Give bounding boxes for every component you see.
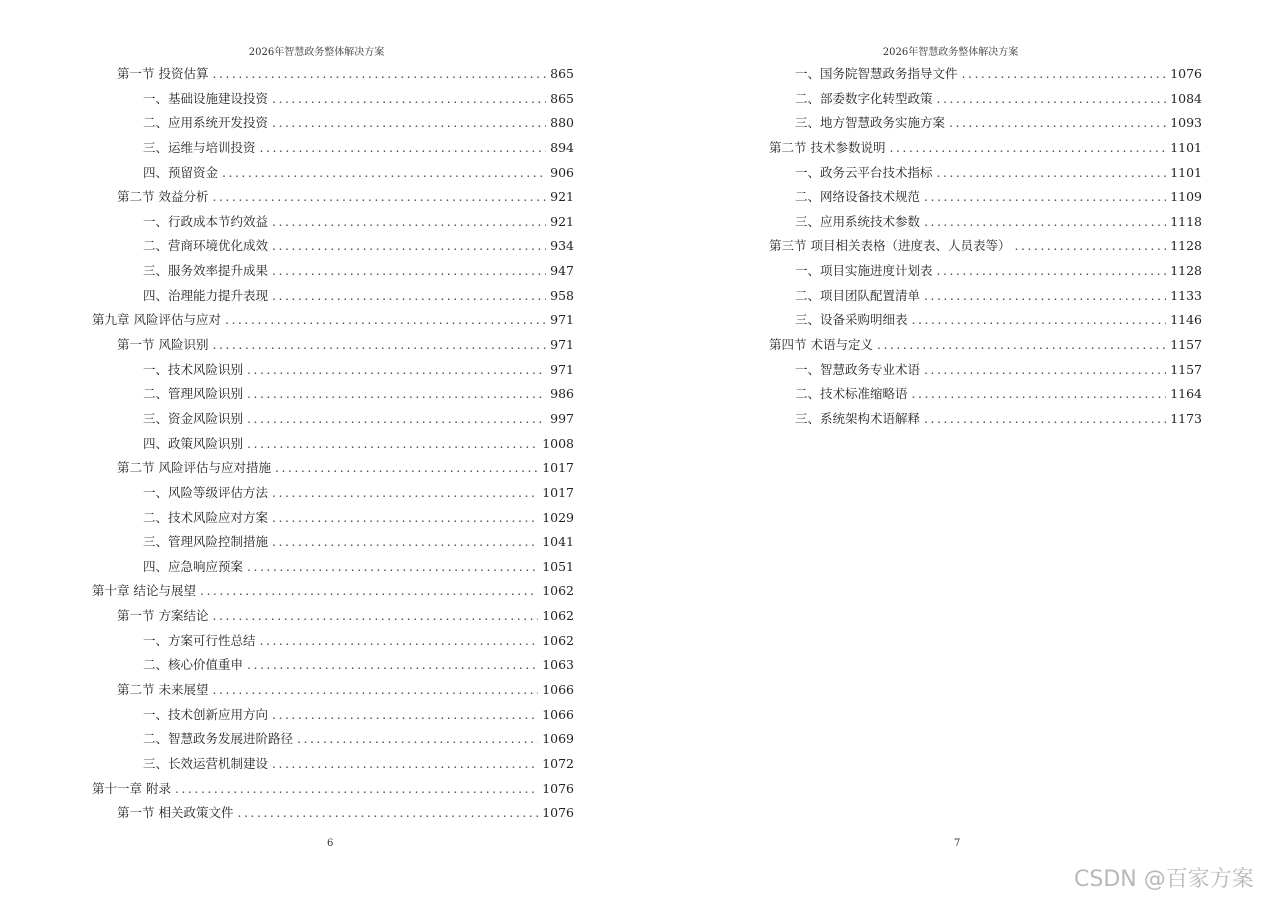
toc-leader-dots (937, 259, 1167, 284)
toc-entry[interactable] (744, 234, 1202, 259)
toc-leader-dots (937, 87, 1167, 112)
watermark: CSDN @百家方案 (1074, 867, 1254, 892)
toc-entry[interactable] (744, 161, 1202, 186)
toc-leader-dots (225, 308, 546, 333)
toc-entry-title: 二、应用系统开发投资 (143, 115, 269, 131)
toc-entry-page: 1157 (1170, 361, 1202, 377)
toc-entry-title: 二、网络设备技术规范 (795, 189, 921, 205)
toc-entry-page: 1101 (1170, 139, 1202, 155)
toc-entry-page: 971 (550, 337, 574, 353)
toc-entry[interactable] (744, 111, 1202, 136)
toc-entry-page: 934 (550, 238, 574, 254)
toc-entry-title: 三、地方智慧政务实施方案 (795, 115, 946, 131)
toc-leader-dots (877, 333, 1166, 358)
toc-entry-title: 一、智慧政务专业术语 (795, 361, 921, 377)
toc-entry-page: 1008 (542, 435, 574, 451)
toc-entry[interactable] (92, 284, 574, 309)
toc-entry[interactable] (744, 333, 1202, 358)
toc-leader-dots (260, 136, 547, 161)
toc-entry-page: 1062 (542, 583, 574, 599)
toc-entry-title: 四、预留资金 (143, 164, 219, 180)
toc-leader-dots (297, 727, 538, 752)
toc-entry-page: 986 (550, 386, 574, 402)
toc-leader-dots (272, 506, 538, 531)
toc-leader-dots (272, 111, 546, 136)
toc-entry[interactable] (744, 308, 1202, 333)
toc-leader-dots (212, 604, 538, 629)
toc-entry-page: 894 (550, 139, 574, 155)
toc-entry-title: 一、项目实施进度计划表 (795, 263, 933, 279)
toc-entry-title: 一、技术风险识别 (143, 361, 244, 377)
toc-entry[interactable] (92, 308, 574, 333)
toc-entry-page: 906 (550, 164, 574, 180)
toc-entry-page: 1076 (1170, 66, 1202, 81)
toc-entry-title: 二、管理风险识别 (143, 386, 244, 402)
toc-entry[interactable] (92, 210, 574, 235)
toc-entry-title: 二、核心价值重申 (143, 657, 244, 673)
toc-entry-title: 一、技术创新应用方向 (143, 706, 269, 722)
toc-entry-title: 二、智慧政务发展进阶路径 (143, 731, 294, 747)
page-number: 6 (327, 838, 334, 849)
toc-entry[interactable] (92, 629, 574, 654)
toc-entry-title: 三、系统架构术语解释 (795, 410, 921, 426)
toc-entry[interactable] (92, 604, 574, 629)
toc-entry-title: 一、政务云平台技术指标 (795, 164, 933, 180)
toc-entry-title: 一、行政成本节约效益 (143, 213, 269, 229)
toc-entry-page: 1063 (542, 657, 574, 673)
toc-entry[interactable] (744, 358, 1202, 383)
toc-entry[interactable] (92, 62, 574, 87)
toc-entry[interactable] (92, 555, 574, 580)
toc-leader-dots (912, 382, 1167, 407)
toc-leader-dots (912, 308, 1167, 333)
toc-entry-page: 1118 (1170, 213, 1202, 229)
toc-entry[interactable] (92, 727, 574, 752)
toc-entry[interactable] (744, 62, 1202, 87)
toc-entry-page: 1066 (542, 682, 574, 698)
toc-leader-dots (889, 136, 1166, 161)
toc-entry-title: 四、政策风险识别 (143, 435, 244, 451)
toc-entry-page: 971 (550, 312, 574, 328)
toc-entry-page: 865 (550, 90, 574, 106)
toc-leader-dots (272, 234, 546, 259)
toc-leader-dots (924, 185, 1166, 210)
toc-leader-dots (924, 210, 1166, 235)
toc-entry-title: 第十一章 附录 (92, 780, 171, 796)
toc-entry-page: 880 (550, 115, 574, 131)
toc-entry-title: 第二节 效益分析 (117, 189, 209, 205)
toc-leader-dots (272, 259, 546, 284)
toc-entry-page: 1017 (542, 460, 574, 476)
toc-entry[interactable] (92, 506, 574, 531)
toc-entry[interactable] (92, 87, 574, 112)
toc-entry-page: 1029 (542, 509, 574, 525)
toc-entry-title: 二、营商环境优化成效 (143, 238, 269, 254)
page-header: 2026年智慧政务整体解决方案 (248, 47, 385, 58)
toc-entry-title: 三、资金风险识别 (143, 410, 244, 426)
toc-entry[interactable] (92, 111, 574, 136)
toc-leader-dots (924, 407, 1166, 432)
toc-entry[interactable] (92, 777, 574, 802)
toc-entry-page: 958 (550, 287, 574, 303)
toc-entry-page: 971 (550, 361, 574, 377)
toc-leader-dots (247, 382, 546, 407)
toc-entry[interactable] (92, 579, 574, 604)
toc-leader-dots (247, 358, 546, 383)
toc-entry-title: 第一节 方案结论 (117, 608, 209, 624)
toc-leader-dots (175, 777, 538, 802)
toc-leader-dots (924, 358, 1166, 383)
toc-entry-page: 1128 (1170, 238, 1202, 254)
toc-entry-page: 1128 (1170, 263, 1202, 279)
toc-entry-page: 1051 (542, 558, 574, 574)
toc-entry-title: 一、方案可行性总结 (143, 632, 256, 648)
toc-entry-title: 第三节 项目相关表格（进度表、人员表等） (769, 238, 1011, 254)
toc-leader-dots (272, 752, 538, 777)
toc-leader-dots (272, 284, 546, 309)
toc-leader-dots (275, 456, 538, 481)
toc-list (744, 62, 1202, 432)
toc-entry-page: 1146 (1170, 312, 1202, 328)
toc-entry[interactable] (92, 407, 574, 432)
toc-leader-dots (949, 111, 1166, 136)
toc-entry-title: 第十章 结论与展望 (92, 583, 196, 599)
toc-leader-dots (272, 210, 546, 235)
toc-entry-page: 1069 (542, 731, 574, 747)
toc-entry-title: 四、应急响应预案 (143, 558, 244, 574)
toc-entry-title: 三、管理风险控制措施 (143, 534, 269, 550)
toc-entry[interactable] (744, 407, 1202, 432)
toc-entry-title: 三、应用系统技术参数 (795, 213, 921, 229)
page-number: 7 (954, 838, 961, 849)
toc-leader-dots (247, 407, 546, 432)
toc-entry-title: 三、长效运营机制建设 (143, 755, 269, 771)
toc-list (92, 62, 574, 826)
toc-entry[interactable] (92, 382, 574, 407)
toc-entry[interactable] (92, 161, 574, 186)
toc-entry[interactable] (92, 653, 574, 678)
toc-entry[interactable] (744, 382, 1202, 407)
toc-entry[interactable] (92, 678, 574, 703)
toc-entry-title: 四、治理能力提升表现 (143, 287, 269, 303)
toc-entry-page: 1076 (542, 805, 574, 821)
toc-entry-page: 997 (550, 410, 574, 426)
toc-entry[interactable] (744, 87, 1202, 112)
toc-entry-title: 第二节 技术参数说明 (769, 139, 886, 155)
toc-entry[interactable] (92, 333, 574, 358)
toc-entry-title: 二、项目团队配置清单 (795, 287, 921, 303)
toc-entry[interactable] (92, 481, 574, 506)
toc-entry[interactable] (744, 259, 1202, 284)
page-header: 2026年智慧政务整体解决方案 (882, 47, 1019, 58)
toc-entry-page: 1109 (1170, 189, 1202, 205)
toc-entry-page: 1157 (1170, 337, 1202, 353)
toc-leader-dots (260, 629, 539, 654)
toc-entry-page: 921 (550, 189, 574, 205)
toc-entry[interactable] (744, 185, 1202, 210)
toc-entry[interactable] (92, 703, 574, 728)
toc-leader-dots (212, 678, 538, 703)
toc-entry-title: 第九章 风险评估与应对 (92, 312, 221, 328)
toc-entry-title: 第四节 术语与定义 (769, 337, 873, 353)
toc-entry-title: 一、国务院智慧政务指导文件 (795, 66, 958, 81)
toc-leader-dots (962, 62, 1167, 87)
toc-entry-page: 1084 (1170, 90, 1202, 106)
toc-entry-page: 1173 (1170, 410, 1202, 426)
toc-entry-title: 二、部委数字化转型政策 (795, 90, 933, 106)
toc-entry[interactable] (92, 136, 574, 161)
toc-entry-page: 865 (550, 66, 574, 81)
toc-leader-dots (237, 801, 538, 826)
toc-entry[interactable] (92, 456, 574, 481)
toc-entry-page: 1062 (542, 632, 574, 648)
toc-entry-page: 1133 (1170, 287, 1202, 303)
toc-leader-dots (222, 161, 546, 186)
toc-leader-dots (212, 333, 546, 358)
toc-entry[interactable] (92, 259, 574, 284)
toc-entry[interactable] (92, 234, 574, 259)
toc-entry-title: 二、技术风险应对方案 (143, 509, 269, 525)
toc-page-left (0, 0, 633, 900)
toc-entry-page: 947 (550, 263, 574, 279)
toc-entry[interactable] (92, 801, 574, 826)
toc-leader-dots (1014, 234, 1166, 259)
toc-entry-page: 1062 (542, 608, 574, 624)
toc-entry[interactable] (92, 185, 574, 210)
toc-leader-dots (272, 703, 538, 728)
toc-entry[interactable] (92, 752, 574, 777)
toc-leader-dots (924, 284, 1166, 309)
toc-entry-page: 1041 (542, 534, 574, 550)
toc-entry-page: 1066 (542, 706, 574, 722)
toc-entry-title: 第一节 风险识别 (117, 337, 209, 353)
toc-entry-page: 921 (550, 213, 574, 229)
toc-entry-page: 1017 (542, 484, 574, 500)
toc-entry-title: 一、基础设施建设投资 (143, 90, 269, 106)
toc-entry-page: 1072 (542, 755, 574, 771)
toc-entry-page: 1093 (1170, 115, 1202, 131)
toc-page-right (634, 0, 1267, 900)
toc-leader-dots (272, 530, 538, 555)
toc-entry-title: 二、技术标准缩略语 (795, 386, 908, 402)
toc-entry-title: 第二节 风险评估与应对措施 (117, 460, 271, 476)
toc-leader-dots (247, 555, 538, 580)
toc-entry-title: 三、服务效率提升成果 (143, 263, 269, 279)
toc-leader-dots (212, 185, 546, 210)
toc-leader-dots (212, 62, 546, 87)
toc-entry-title: 三、设备采购明细表 (795, 312, 908, 328)
toc-entry-title: 第二节 未来展望 (117, 682, 209, 698)
toc-leader-dots (272, 87, 546, 112)
toc-entry-title: 三、运维与培训投资 (143, 139, 256, 155)
toc-entry[interactable] (744, 210, 1202, 235)
toc-leader-dots (272, 481, 538, 506)
toc-entry-page: 1164 (1170, 386, 1202, 402)
toc-entry[interactable] (92, 530, 574, 555)
toc-entry[interactable] (92, 432, 574, 457)
toc-entry[interactable] (92, 358, 574, 383)
toc-entry-title: 一、风险等级评估方法 (143, 484, 269, 500)
toc-entry-page: 1076 (542, 780, 574, 796)
toc-leader-dots (247, 432, 538, 457)
toc-leader-dots (937, 161, 1167, 186)
toc-leader-dots (247, 653, 538, 678)
toc-entry[interactable] (744, 284, 1202, 309)
toc-entry-title: 第一节 相关政策文件 (117, 805, 234, 821)
toc-entry-title: 第一节 投资估算 (117, 66, 209, 81)
toc-leader-dots (200, 579, 538, 604)
toc-entry-page: 1101 (1170, 164, 1202, 180)
toc-entry[interactable] (744, 136, 1202, 161)
